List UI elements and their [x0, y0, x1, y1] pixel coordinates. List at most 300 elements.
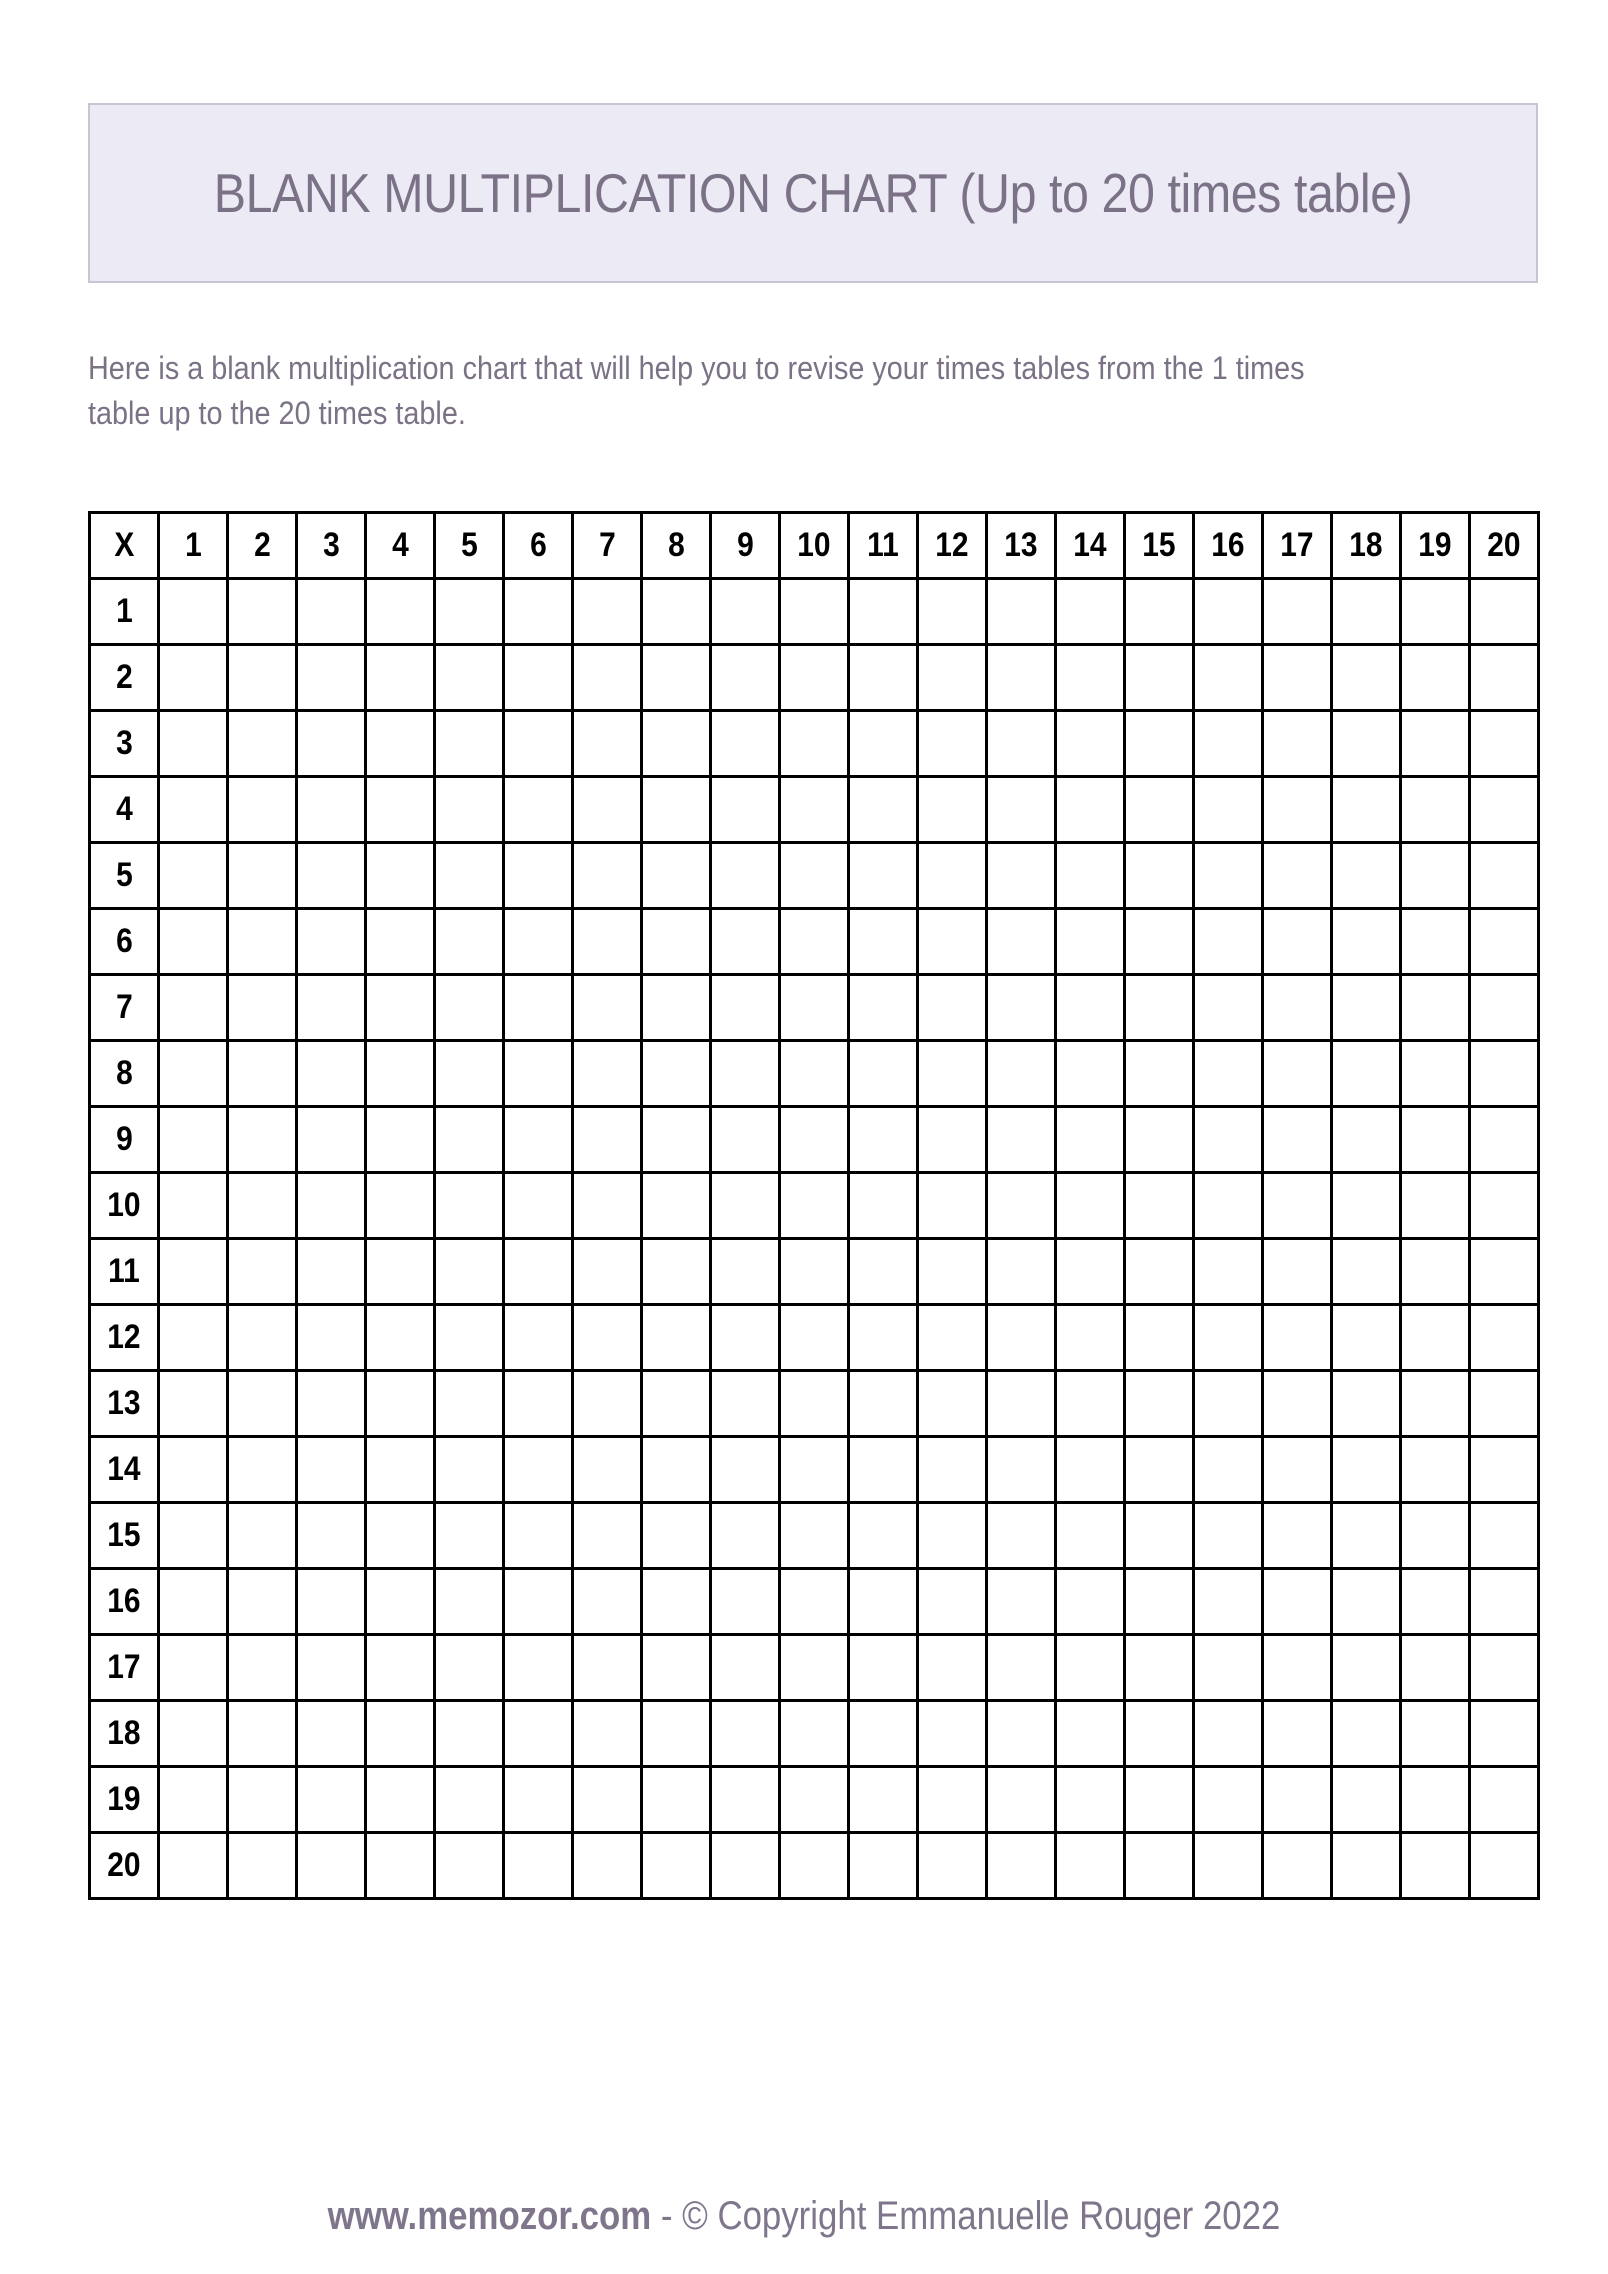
- empty-cell: [918, 975, 987, 1041]
- empty-cell: [1401, 975, 1470, 1041]
- column-header-cell-label: 14: [1073, 526, 1107, 564]
- empty-cell: [1194, 1569, 1263, 1635]
- empty-cell: [1056, 1833, 1125, 1899]
- column-header-cell-label: 16: [1211, 526, 1245, 564]
- table-row: [90, 1107, 1539, 1173]
- empty-cell: [987, 1767, 1056, 1833]
- empty-cell: [573, 711, 642, 777]
- column-header-cell: [1194, 513, 1263, 579]
- empty-cell: [573, 1833, 642, 1899]
- empty-cell: [849, 1569, 918, 1635]
- empty-cell: [918, 1833, 987, 1899]
- empty-cell: [987, 843, 1056, 909]
- empty-cell: [1470, 1041, 1539, 1107]
- empty-cell: [435, 579, 504, 645]
- row-label-cell: [90, 975, 159, 1041]
- empty-cell: [1263, 645, 1332, 711]
- page-title: BLANK MULTIPLICATION CHART (Up to 20 times table): [213, 162, 1413, 224]
- row-label-cell: [90, 1701, 159, 1767]
- empty-cell: [297, 909, 366, 975]
- empty-cell: [1332, 1371, 1401, 1437]
- empty-cell: [435, 1635, 504, 1701]
- empty-cell: [435, 711, 504, 777]
- empty-cell: [1194, 843, 1263, 909]
- empty-cell: [297, 1833, 366, 1899]
- row-label-cell: [90, 1635, 159, 1701]
- empty-cell: [987, 1173, 1056, 1239]
- empty-cell: [918, 1701, 987, 1767]
- empty-cell: [642, 1107, 711, 1173]
- empty-cell: [1401, 1833, 1470, 1899]
- empty-cell: [1470, 711, 1539, 777]
- empty-cell: [780, 1437, 849, 1503]
- empty-cell: [573, 1305, 642, 1371]
- empty-cell: [228, 1305, 297, 1371]
- row-label-cell-label: 1: [115, 592, 133, 630]
- empty-cell: [711, 1041, 780, 1107]
- empty-cell: [849, 1239, 918, 1305]
- row-label-cell: [90, 1041, 159, 1107]
- empty-cell: [573, 1371, 642, 1437]
- empty-cell: [159, 909, 228, 975]
- row-label-cell: [90, 909, 159, 975]
- empty-cell: [1470, 1305, 1539, 1371]
- empty-cell: [918, 1767, 987, 1833]
- empty-cell: [1194, 1371, 1263, 1437]
- empty-cell: [780, 1107, 849, 1173]
- empty-cell: [642, 579, 711, 645]
- empty-cell: [1470, 1173, 1539, 1239]
- column-header-cell-label: 1: [184, 526, 202, 564]
- empty-cell: [711, 1107, 780, 1173]
- empty-cell: [504, 1437, 573, 1503]
- empty-cell: [297, 843, 366, 909]
- empty-cell: [918, 1371, 987, 1437]
- empty-cell: [504, 1569, 573, 1635]
- empty-cell: [159, 1635, 228, 1701]
- row-label-cell: [90, 843, 159, 909]
- empty-cell: [642, 1173, 711, 1239]
- column-header-cell: [504, 513, 573, 579]
- empty-cell: [573, 1173, 642, 1239]
- header-row: [90, 513, 1539, 579]
- empty-cell: [504, 1701, 573, 1767]
- empty-cell: [1056, 1239, 1125, 1305]
- empty-cell: [1470, 1569, 1539, 1635]
- empty-cell: [1125, 1569, 1194, 1635]
- empty-cell: [159, 777, 228, 843]
- empty-cell: [1125, 645, 1194, 711]
- column-header-cell: [435, 513, 504, 579]
- empty-cell: [297, 1437, 366, 1503]
- empty-cell: [1194, 1833, 1263, 1899]
- empty-cell: [1470, 1635, 1539, 1701]
- empty-cell: [849, 1635, 918, 1701]
- empty-cell: [711, 1767, 780, 1833]
- column-header-cell: [366, 513, 435, 579]
- row-label-cell-label: 18: [107, 1714, 141, 1752]
- empty-cell: [297, 1371, 366, 1437]
- empty-cell: [1332, 1833, 1401, 1899]
- empty-cell: [228, 1635, 297, 1701]
- empty-cell: [1056, 1305, 1125, 1371]
- row-label-cell-label: 6: [115, 922, 133, 960]
- row-label-cell: [90, 777, 159, 843]
- empty-cell: [1401, 909, 1470, 975]
- empty-cell: [159, 1305, 228, 1371]
- empty-cell: [642, 1569, 711, 1635]
- empty-cell: [1470, 1107, 1539, 1173]
- empty-cell: [1470, 1833, 1539, 1899]
- empty-cell: [642, 975, 711, 1041]
- empty-cell: [1263, 843, 1332, 909]
- empty-cell: [1263, 579, 1332, 645]
- empty-cell: [987, 777, 1056, 843]
- empty-cell: [504, 1635, 573, 1701]
- empty-cell: [1470, 1503, 1539, 1569]
- empty-cell: [1470, 1701, 1539, 1767]
- row-label-cell-label: 15: [107, 1516, 141, 1554]
- column-header-cell-label: 6: [529, 526, 547, 564]
- empty-cell: [987, 1107, 1056, 1173]
- empty-cell: [435, 1767, 504, 1833]
- empty-cell: [1125, 1833, 1194, 1899]
- empty-cell: [297, 1041, 366, 1107]
- empty-cell: [1332, 1173, 1401, 1239]
- empty-cell: [1470, 1437, 1539, 1503]
- table-row: [90, 1569, 1539, 1635]
- empty-cell: [780, 1371, 849, 1437]
- empty-cell: [780, 645, 849, 711]
- empty-cell: [1125, 1107, 1194, 1173]
- empty-cell: [918, 1635, 987, 1701]
- empty-cell: [918, 1041, 987, 1107]
- empty-cell: [159, 1107, 228, 1173]
- empty-cell: [780, 1305, 849, 1371]
- empty-cell: [573, 579, 642, 645]
- row-label-cell-label: 16: [107, 1582, 141, 1620]
- empty-cell: [297, 777, 366, 843]
- empty-cell: [780, 1173, 849, 1239]
- empty-cell: [1056, 1569, 1125, 1635]
- empty-cell: [711, 1371, 780, 1437]
- empty-cell: [780, 1569, 849, 1635]
- empty-cell: [918, 1569, 987, 1635]
- empty-cell: [1056, 909, 1125, 975]
- empty-cell: [1194, 1305, 1263, 1371]
- empty-cell: [1194, 579, 1263, 645]
- empty-cell: [366, 1437, 435, 1503]
- column-header-cell-label: 17: [1280, 526, 1314, 564]
- empty-cell: [711, 1173, 780, 1239]
- empty-cell: [780, 975, 849, 1041]
- empty-cell: [642, 909, 711, 975]
- empty-cell: [1194, 1701, 1263, 1767]
- row-label-cell: [90, 711, 159, 777]
- row-label-cell-label: 10: [107, 1186, 141, 1224]
- column-header-cell-label: 4: [391, 526, 409, 564]
- empty-cell: [366, 645, 435, 711]
- empty-cell: [573, 975, 642, 1041]
- empty-cell: [504, 1503, 573, 1569]
- table-row: [90, 1437, 1539, 1503]
- empty-cell: [1056, 1437, 1125, 1503]
- corner-cell: [90, 513, 159, 579]
- empty-cell: [228, 1041, 297, 1107]
- row-label-cell-label: 13: [107, 1384, 141, 1422]
- empty-cell: [1056, 1041, 1125, 1107]
- empty-cell: [228, 1371, 297, 1437]
- empty-cell: [1332, 843, 1401, 909]
- empty-cell: [366, 1041, 435, 1107]
- empty-cell: [228, 711, 297, 777]
- empty-cell: [987, 1239, 1056, 1305]
- empty-cell: [435, 1305, 504, 1371]
- empty-cell: [573, 1767, 642, 1833]
- empty-cell: [1332, 975, 1401, 1041]
- empty-cell: [987, 909, 1056, 975]
- empty-cell: [1263, 1635, 1332, 1701]
- empty-cell: [642, 1701, 711, 1767]
- empty-cell: [573, 1041, 642, 1107]
- row-label-cell-label: 4: [115, 790, 133, 828]
- empty-cell: [366, 777, 435, 843]
- empty-cell: [297, 1503, 366, 1569]
- empty-cell: [435, 1569, 504, 1635]
- empty-cell: [1125, 1239, 1194, 1305]
- empty-cell: [780, 777, 849, 843]
- row-label-cell: [90, 645, 159, 711]
- empty-cell: [159, 579, 228, 645]
- empty-cell: [1194, 711, 1263, 777]
- empty-cell: [780, 1239, 849, 1305]
- row-label-cell: [90, 1503, 159, 1569]
- empty-cell: [642, 1833, 711, 1899]
- row-label-cell: [90, 579, 159, 645]
- empty-cell: [435, 843, 504, 909]
- empty-cell: [159, 1239, 228, 1305]
- empty-cell: [1125, 1173, 1194, 1239]
- empty-cell: [1401, 1767, 1470, 1833]
- empty-cell: [918, 909, 987, 975]
- column-header-cell-label: 13: [1004, 526, 1038, 564]
- empty-cell: [780, 1635, 849, 1701]
- empty-cell: [1263, 1701, 1332, 1767]
- column-header-cell-label: 7: [598, 526, 616, 564]
- empty-cell: [159, 975, 228, 1041]
- empty-cell: [849, 777, 918, 843]
- empty-cell: [780, 1767, 849, 1833]
- empty-cell: [849, 1437, 918, 1503]
- table-row: [90, 645, 1539, 711]
- empty-cell: [435, 1107, 504, 1173]
- column-header-cell-label: 11: [867, 526, 899, 564]
- column-header-cell-label: 20: [1487, 526, 1521, 564]
- empty-cell: [1263, 1239, 1332, 1305]
- empty-cell: [780, 1701, 849, 1767]
- empty-cell: [987, 579, 1056, 645]
- empty-cell: [159, 843, 228, 909]
- empty-cell: [711, 1305, 780, 1371]
- multiplication-table: [88, 511, 1540, 1900]
- empty-cell: [297, 711, 366, 777]
- empty-cell: [849, 843, 918, 909]
- empty-cell: [366, 1767, 435, 1833]
- empty-cell: [573, 1701, 642, 1767]
- column-header-cell-label: 5: [460, 526, 478, 564]
- empty-cell: [1125, 909, 1194, 975]
- footer-copyright: - © Copyright Emmanuelle Rouger 2022: [651, 2194, 1281, 2238]
- empty-cell: [1125, 1041, 1194, 1107]
- empty-cell: [1194, 1107, 1263, 1173]
- empty-cell: [228, 1767, 297, 1833]
- empty-cell: [642, 1041, 711, 1107]
- column-header-cell: [987, 513, 1056, 579]
- column-header-cell: [1401, 513, 1470, 579]
- empty-cell: [366, 579, 435, 645]
- empty-cell: [1263, 1371, 1332, 1437]
- column-header-cell-label: 10: [797, 526, 831, 564]
- empty-cell: [1332, 645, 1401, 711]
- empty-cell: [1194, 1503, 1263, 1569]
- empty-cell: [573, 1239, 642, 1305]
- row-label-cell: [90, 1569, 159, 1635]
- column-header-cell: [780, 513, 849, 579]
- row-label-cell: [90, 1239, 159, 1305]
- row-label-cell-label: 19: [107, 1780, 141, 1818]
- table-row: [90, 1767, 1539, 1833]
- empty-cell: [1332, 1305, 1401, 1371]
- title-banner: [88, 103, 1538, 283]
- empty-cell: [159, 1701, 228, 1767]
- empty-cell: [159, 711, 228, 777]
- empty-cell: [1125, 975, 1194, 1041]
- empty-cell: [849, 975, 918, 1041]
- empty-cell: [780, 1041, 849, 1107]
- empty-cell: [297, 645, 366, 711]
- empty-cell: [1056, 1371, 1125, 1437]
- corner-cell-label: X: [114, 526, 134, 564]
- empty-cell: [573, 1437, 642, 1503]
- empty-cell: [573, 1503, 642, 1569]
- empty-cell: [1194, 777, 1263, 843]
- row-label-cell: [90, 1173, 159, 1239]
- table-row: [90, 1503, 1539, 1569]
- table-row: [90, 1041, 1539, 1107]
- empty-cell: [1401, 1635, 1470, 1701]
- empty-cell: [1194, 1767, 1263, 1833]
- empty-cell: [1263, 1041, 1332, 1107]
- empty-cell: [642, 777, 711, 843]
- column-header-cell-label: 15: [1142, 526, 1176, 564]
- empty-cell: [1263, 1833, 1332, 1899]
- empty-cell: [159, 1173, 228, 1239]
- table-row: [90, 711, 1539, 777]
- row-label-cell-label: 14: [107, 1450, 141, 1488]
- empty-cell: [918, 579, 987, 645]
- empty-cell: [366, 909, 435, 975]
- empty-cell: [849, 1107, 918, 1173]
- empty-cell: [159, 1041, 228, 1107]
- empty-cell: [987, 1305, 1056, 1371]
- empty-cell: [1401, 1041, 1470, 1107]
- empty-cell: [1263, 909, 1332, 975]
- empty-cell: [780, 909, 849, 975]
- empty-cell: [987, 1041, 1056, 1107]
- empty-cell: [642, 843, 711, 909]
- empty-cell: [504, 909, 573, 975]
- empty-cell: [1401, 1437, 1470, 1503]
- empty-cell: [435, 909, 504, 975]
- empty-cell: [711, 843, 780, 909]
- empty-cell: [1332, 1767, 1401, 1833]
- empty-cell: [711, 579, 780, 645]
- table-row: [90, 579, 1539, 645]
- empty-cell: [1470, 645, 1539, 711]
- empty-cell: [711, 1569, 780, 1635]
- empty-cell: [228, 1701, 297, 1767]
- row-label-cell-label: 9: [115, 1120, 133, 1158]
- empty-cell: [228, 975, 297, 1041]
- row-label-cell-label: 17: [107, 1648, 141, 1686]
- empty-cell: [1125, 1503, 1194, 1569]
- empty-cell: [849, 1173, 918, 1239]
- empty-cell: [918, 1503, 987, 1569]
- column-header-cell: [1263, 513, 1332, 579]
- empty-cell: [435, 777, 504, 843]
- empty-cell: [918, 1305, 987, 1371]
- empty-cell: [1056, 777, 1125, 843]
- intro-line-1: Here is a blank multiplication chart that will help you to revise your times tables from the 1 times: [88, 350, 1305, 386]
- empty-cell: [228, 843, 297, 909]
- empty-cell: [1056, 1767, 1125, 1833]
- empty-cell: [228, 1833, 297, 1899]
- column-header-cell: [1056, 513, 1125, 579]
- empty-cell: [642, 1239, 711, 1305]
- row-label-cell: [90, 1305, 159, 1371]
- empty-cell: [711, 1239, 780, 1305]
- empty-cell: [780, 1833, 849, 1899]
- multiplication-chart: [88, 511, 1540, 1900]
- empty-cell: [1401, 1305, 1470, 1371]
- empty-cell: [1332, 1701, 1401, 1767]
- empty-cell: [504, 975, 573, 1041]
- footer-site: www.memozor.com: [327, 2194, 652, 2238]
- empty-cell: [918, 843, 987, 909]
- table-row: [90, 843, 1539, 909]
- empty-cell: [573, 645, 642, 711]
- empty-cell: [1470, 843, 1539, 909]
- empty-cell: [849, 1833, 918, 1899]
- empty-cell: [1470, 1371, 1539, 1437]
- empty-cell: [1470, 909, 1539, 975]
- row-label-cell-label: 2: [115, 658, 133, 696]
- empty-cell: [849, 1767, 918, 1833]
- empty-cell: [1125, 1635, 1194, 1701]
- empty-cell: [987, 711, 1056, 777]
- empty-cell: [1056, 843, 1125, 909]
- empty-cell: [159, 1503, 228, 1569]
- empty-cell: [1194, 1041, 1263, 1107]
- empty-cell: [228, 1173, 297, 1239]
- empty-cell: [1263, 975, 1332, 1041]
- empty-cell: [366, 1833, 435, 1899]
- column-header-cell-label: 8: [667, 526, 685, 564]
- empty-cell: [1332, 1503, 1401, 1569]
- empty-cell: [1263, 1107, 1332, 1173]
- row-label-cell-label: 20: [107, 1846, 141, 1884]
- column-header-cell-label: 9: [736, 526, 754, 564]
